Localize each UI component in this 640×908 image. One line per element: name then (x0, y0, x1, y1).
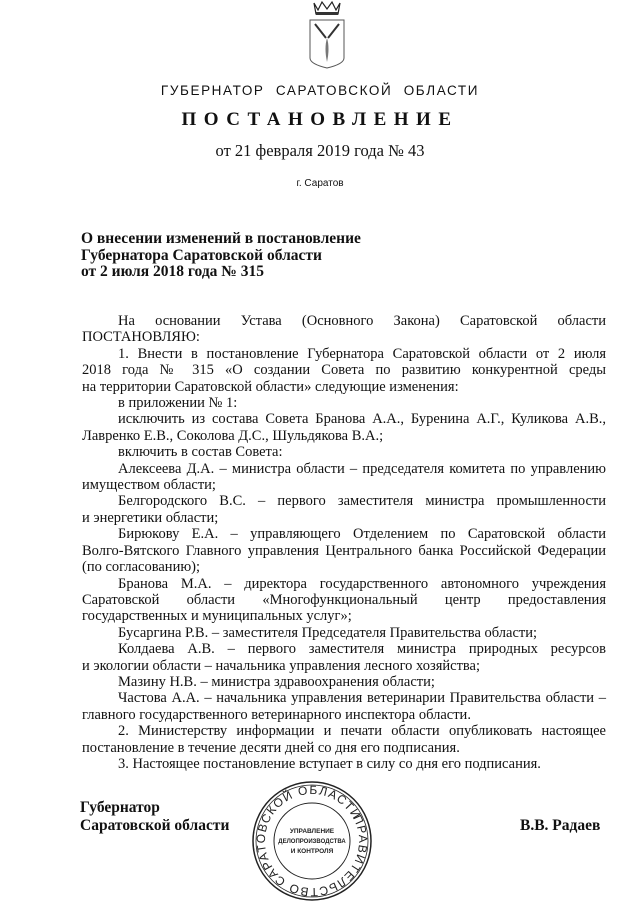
signatory-name: В.В. Радаев (520, 817, 601, 834)
document-city: г. Саратов (296, 178, 344, 189)
body-line: Мазину Н.В. – министра здравоохранения области; (118, 673, 435, 690)
body-line: 1. Внести в постановление Губернатора Саратовской области от 2 июля (118, 345, 606, 362)
body-paragraph (82, 690, 606, 723)
document-subject (81, 231, 361, 281)
stamp-ring-text: ПРАВИТЕЛЬСТВО САРАТОВСКОЙ ОБЛАСТИ (253, 782, 371, 900)
stamp-center-line: ДЕЛОПРОИЗВОДСТВА (278, 839, 346, 845)
signatory-position-line: Губернатор (80, 799, 160, 816)
body-paragraph (82, 625, 606, 641)
body-line: в приложении № 1: (118, 395, 238, 412)
subject-line: О внесении изменений в постановление (81, 230, 361, 247)
body-paragraph (82, 526, 606, 575)
signatory-position-line: Саратовской области (80, 817, 230, 834)
body-line: ПОСТАНОВЛЯЮ: (82, 329, 200, 346)
body-line: 2018 года № 315 «О создании Совета по развитию конкурентной среды (82, 362, 606, 379)
body-line: (по согласованию); (82, 559, 201, 576)
body-paragraph (82, 641, 606, 674)
coat-of-arms-emblem (305, 0, 349, 75)
body-paragraph (82, 395, 606, 411)
body-line: и энергетики области; (82, 509, 219, 526)
body-line: имуществом области; (82, 477, 216, 494)
body-line: государственных и муниципальных услуг»; (82, 608, 352, 625)
document-body (82, 313, 606, 772)
body-line: Бирюкову Е.А. – управляющего Отделением по Саратовской области (118, 526, 606, 543)
body-paragraph (82, 493, 606, 526)
body-line: исключить из состава Совета Бранова А.А., Буренина А.Г., Куликова А.В., (118, 411, 606, 428)
body-line: включить в состав Совета: (118, 444, 283, 461)
body-line: Частова А.А. – начальника управления ветеринарии Правительства области – (118, 690, 606, 707)
stamp-center-line: УПРАВЛЕНИЕ (289, 828, 335, 835)
body-line: постановление в течение десяти дней со дня его подписания. (82, 739, 460, 756)
body-paragraph (82, 411, 606, 444)
body-line: Бранова М.А. – директора государственного автономного учреждения (118, 575, 606, 592)
body-line: Бусаргина Р.В. – заместителя Председателя Правительства области; (118, 624, 537, 641)
document-date-number: от 21 февраля 2019 года № 43 (215, 141, 425, 160)
body-paragraph (82, 461, 606, 494)
stamp-center-line: И КОНТРОЛЯ (290, 848, 334, 855)
body-paragraph (82, 756, 606, 772)
body-line: Колдаева А.В. – первого заместителя министра природных ресурсов (118, 641, 606, 658)
body-line: главного государственного ветеринарного инспектора области. (82, 706, 471, 723)
official-seal-stamp (250, 779, 374, 908)
document-type-title: ПОСТАНОВЛЕНИЕ (181, 109, 459, 130)
body-line: Белгородского В.С. – первого заместителя министра промышленности (118, 493, 606, 510)
body-line: на территории Саратовской области» следующие изменения: (82, 378, 459, 395)
issuing-authority: ГУБЕРНАТОР САРАТОВСКОЙ ОБЛАСТИ (160, 83, 480, 98)
body-paragraph (82, 313, 606, 346)
body-paragraph (82, 444, 606, 460)
body-paragraph (82, 723, 606, 756)
body-line: и экологии области – начальника управления лесного хозяйства; (82, 657, 481, 674)
body-line: Волго-Вятского Главного управления Центрального банка Российской Федерации (82, 542, 606, 559)
body-paragraph (82, 346, 606, 395)
signatory-position (80, 799, 229, 835)
subject-line: Губернатора Саратовской области (81, 246, 322, 264)
body-line: 2. Министерству информации и печати области опубликовать настоящее (118, 723, 606, 740)
body-line: 3. Настоящее постановление вступает в силу со дня его подписания. (118, 755, 541, 772)
body-line: Алексеева Д.А. – министра области – председателя комитета по управлению (118, 460, 606, 477)
body-paragraph (82, 576, 606, 625)
subject-line: от 2 июля 2018 года № 315 (81, 263, 265, 280)
body-line: Лавренко Е.В., Соколова Д.С., Шульдякова В.А.; (82, 427, 384, 444)
body-line: На основании Устава (Основного Закона) Саратовской области (118, 313, 606, 329)
body-paragraph (82, 674, 606, 690)
body-line: Саратовской области «Многофункциональный центр предоставления (82, 591, 606, 608)
